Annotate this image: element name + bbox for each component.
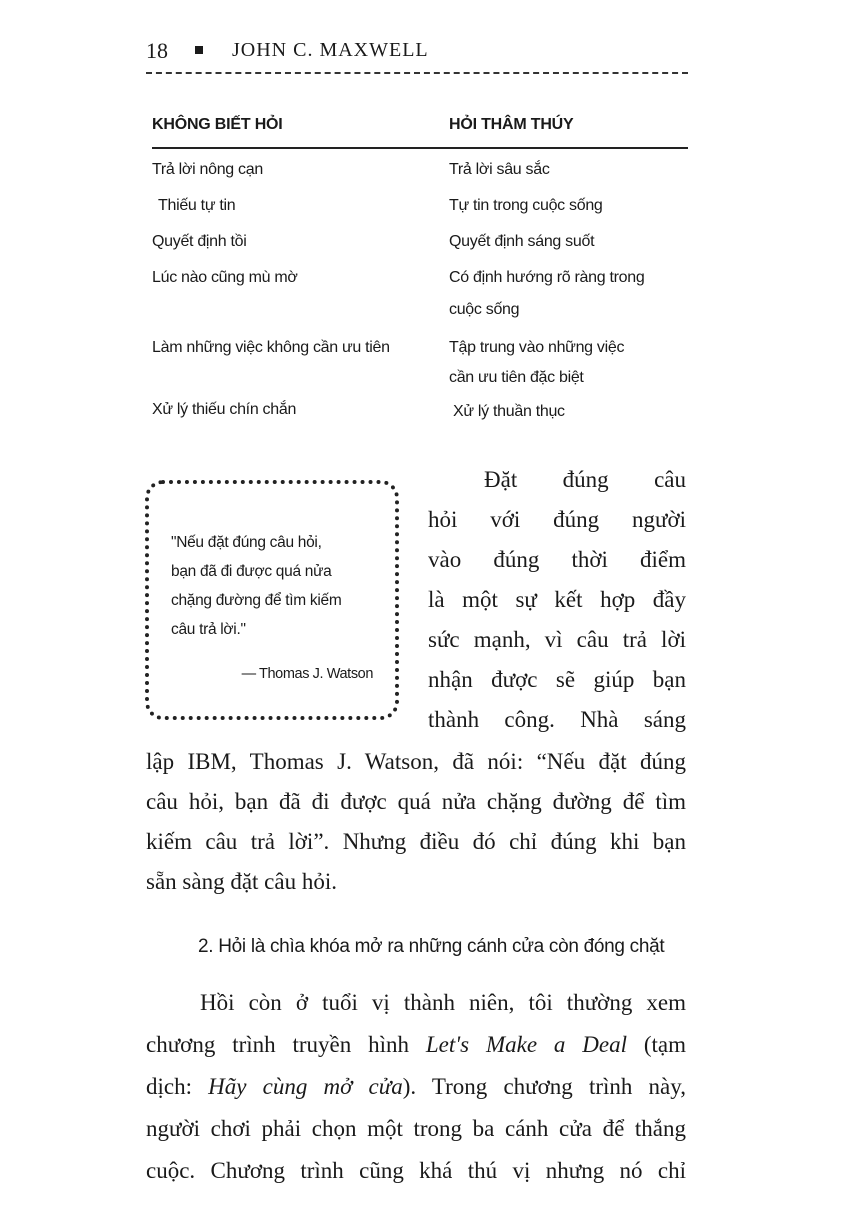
pull-quote-text bbox=[171, 528, 391, 644]
table-cell-left: Thiếu tự tin bbox=[158, 197, 236, 214]
table-cell-left: Làm những việc không cần ưu tiên bbox=[152, 339, 390, 356]
body-text: ). Trong chương trình này, bbox=[402, 1074, 686, 1099]
body-line: nhận được sẽ giúp bạn bbox=[428, 667, 686, 692]
translated-title-italic: Hãy cùng mở cửa bbox=[208, 1074, 403, 1099]
table-cell-right-cont: cuộc sống bbox=[449, 301, 520, 318]
page-number: 18 bbox=[146, 38, 168, 63]
body-line: lập IBM, Thomas J. Watson, đã nói: “Nếu đặt đúng bbox=[146, 749, 686, 774]
pull-quote-attribution: — Thomas J. Watson bbox=[241, 666, 373, 682]
table-cell-left: Trả lời nông cạn bbox=[152, 161, 263, 178]
right-column-heading: HỎI THÂM THÚY bbox=[449, 116, 574, 133]
body-line: Hồi còn ở tuổi vị thành niên, tôi thường xem bbox=[200, 990, 686, 1015]
body-line: thành công. Nhà sáng bbox=[428, 707, 686, 732]
body-line: cuộc. Chương trình cũng khá thú vị nhưng nó chỉ bbox=[146, 1158, 686, 1183]
pull-quote-line: câu trả lời." bbox=[171, 621, 246, 638]
header-divider bbox=[146, 72, 688, 74]
pull-quote-line: chặng đường để tìm kiếm bbox=[171, 592, 342, 609]
pull-quote-line: bạn đã đi được quá nửa bbox=[171, 563, 332, 580]
body-line: sức mạnh, vì câu trả lời bbox=[428, 627, 686, 652]
pull-quote-line: "Nếu đặt đúng câu hỏi, bbox=[171, 534, 322, 551]
body-text: chương trình truyền hình bbox=[146, 1032, 426, 1057]
body-line: Đặt đúng câu bbox=[484, 467, 686, 492]
table-cell-right: Xử lý thuần thục bbox=[453, 403, 565, 420]
author-name: JOHN C. MAXWELL bbox=[232, 39, 429, 61]
body-line: vào đúng thời điểm bbox=[428, 547, 686, 572]
table-cell-left: Xử lý thiếu chín chắn bbox=[152, 401, 297, 418]
body-line: sẵn sàng đặt câu hỏi. bbox=[146, 869, 337, 894]
body-line: kiếm câu trả lời”. Nhưng điều đó chỉ đúng khi bạn bbox=[146, 829, 686, 854]
body-line: hỏi với đúng người bbox=[428, 507, 686, 532]
table-cell-right: Tự tin trong cuộc sống bbox=[449, 197, 603, 214]
body-line: là một sự kết hợp đầy bbox=[428, 587, 686, 612]
body-text: (tạm bbox=[626, 1032, 686, 1057]
table-heading-rule bbox=[152, 147, 688, 149]
body-line bbox=[146, 1024, 686, 1066]
table-cell-left: Quyết định tồi bbox=[152, 233, 247, 250]
show-title-italic: Let's Make a Deal bbox=[425, 1032, 627, 1057]
table-cell-right: Có định hướng rõ ràng trong bbox=[449, 269, 645, 286]
table-cell-right: Quyết định sáng suốt bbox=[449, 233, 595, 250]
header-separator-square bbox=[195, 46, 203, 54]
running-header bbox=[146, 38, 688, 74]
table-cell-right-cont: cần ưu tiên đặc biệt bbox=[449, 369, 584, 386]
table-cell-left: Lúc nào cũng mù mờ bbox=[152, 269, 298, 286]
body-line: câu hỏi, bạn đã đi được quá nửa chặng đường để tìm bbox=[146, 789, 686, 814]
body-paragraph-2 bbox=[146, 982, 686, 1192]
body-line: người chơi phải chọn một trong ba cánh cửa để thắng bbox=[146, 1116, 686, 1141]
left-column-heading: KHÔNG BIẾT HỎI bbox=[152, 116, 283, 133]
body-text: dịch: bbox=[146, 1074, 209, 1099]
table-cell-right: Trả lời sâu sắc bbox=[449, 161, 550, 178]
pull-quote-box bbox=[145, 480, 399, 720]
section-heading: 2. Hỏi là chìa khóa mở ra những cánh cửa còn đóng chặt bbox=[198, 936, 665, 957]
body-line bbox=[146, 1066, 686, 1108]
table-cell-right: Tập trung vào những việc bbox=[449, 339, 625, 356]
body-paragraph-continued bbox=[146, 742, 686, 902]
body-paragraph-side bbox=[428, 460, 686, 740]
